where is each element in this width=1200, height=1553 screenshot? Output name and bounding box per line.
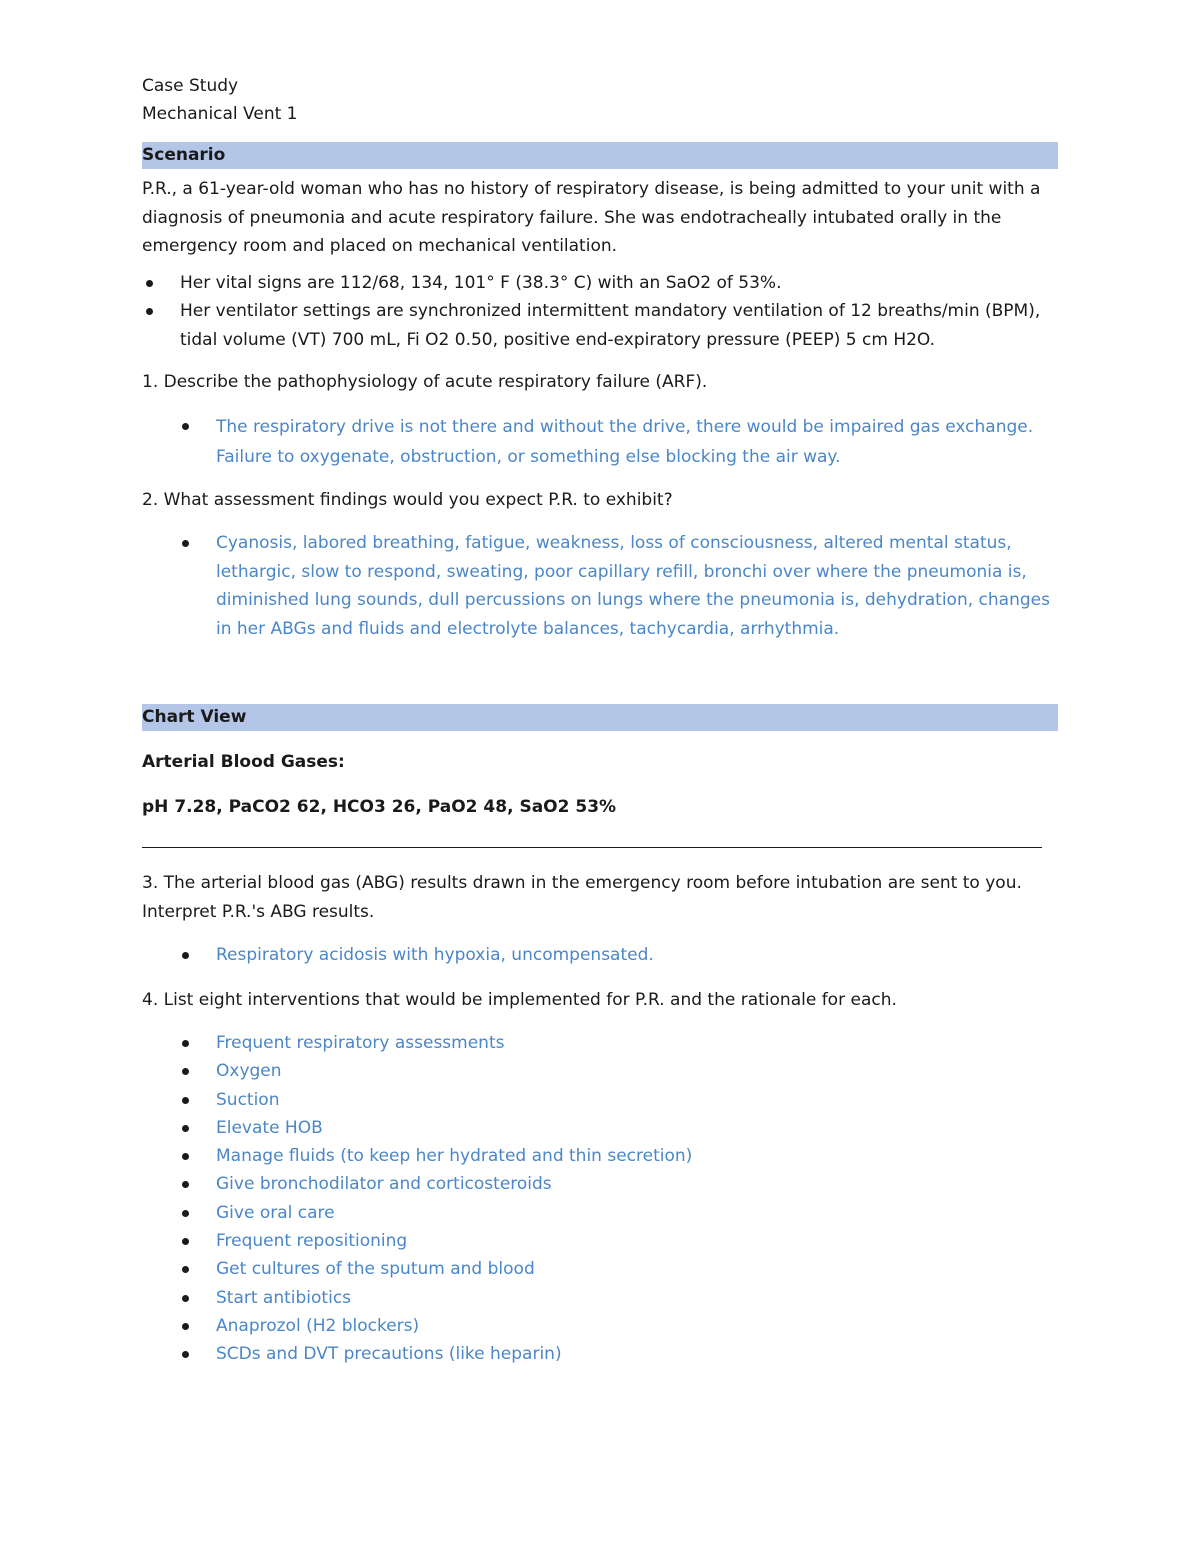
- list-item: Anaprozol (H2 blockers): [142, 1312, 1058, 1340]
- list-item: Suction: [142, 1086, 1058, 1114]
- document-subtitle: Mechanical Vent 1: [142, 104, 298, 124]
- answer-3-list: [142, 941, 1058, 970]
- question-1: 1. Describe the pathophysiology of acute respiratory failure (ARF).: [142, 372, 708, 392]
- list-item: SCDs and DVT precautions (like heparin): [142, 1340, 1058, 1368]
- list-item: Oxygen: [142, 1057, 1058, 1085]
- list-item: Respiratory acidosis with hypoxia, uncompensated.: [142, 941, 1058, 970]
- list-item: Cyanosis, labored breathing, fatigue, weakness, loss of consciousness, altered mental status, lethargic, slow to respond, sweating, poor capillary refill, bronchi over where the pneumonia is, diminished lung sounds, dull percussions on lungs where the pneumonia is, dehydration, changes in her ABGs and fluids and electrolyte balances, tachycardia, arrhythmia.: [142, 529, 1058, 643]
- question-2: 2. What assessment findings would you expect P.R. to exhibit?: [142, 489, 673, 510]
- question-4: 4. List eight interventions that would be implemented for P.R. and the rationale for each.: [142, 989, 897, 1010]
- abg-values: pH 7.28, PaCO2 62, HCO3 26, PaO2 48, SaO2 53%: [142, 797, 617, 817]
- list-item: The respiratory drive is not there and without the drive, there would be impaired gas exchange. Failure to oxygenate, obstruction, or something else blocking the air way.: [142, 412, 1058, 472]
- scenario-bullets: [142, 269, 1058, 355]
- answer-4-list: [142, 1029, 1058, 1369]
- answer-1-list: [142, 412, 1058, 472]
- answer-2-list: [142, 529, 1058, 643]
- list-item: Give bronchodilator and corticosteroids: [142, 1170, 1058, 1198]
- list-item: Get cultures of the sputum and blood: [142, 1255, 1058, 1283]
- list-item: Elevate HOB: [142, 1114, 1058, 1142]
- list-item: Give oral care: [142, 1199, 1058, 1227]
- list-item: Start antibiotics: [142, 1284, 1058, 1312]
- list-item: Frequent repositioning: [142, 1227, 1058, 1255]
- list-item: Frequent respiratory assessments: [142, 1029, 1058, 1057]
- list-item: Her vital signs are 112/68, 134, 101° F (38.3° C) with an SaO2 of 53%.: [142, 269, 1058, 298]
- document-page: [142, 72, 1058, 1369]
- list-item: Manage fluids (to keep her hydrated and thin secretion): [142, 1142, 1058, 1170]
- document-title: Case Study: [142, 76, 239, 96]
- scenario-intro: P.R., a 61-year-old woman who has no history of respiratory disease, is being admitted to your unit with a diagnosis of pneumonia and acute respiratory failure. She was endotracheally intubated orally in the emergency room and placed on mechanical ventilation.: [142, 179, 1041, 256]
- scenario-heading: Scenario: [142, 142, 1058, 169]
- list-item: Her ventilator settings are synchronized intermittent mandatory ventilation of 12 breaths/min (BPM), tidal volume (VT) 700 mL, Fi O2 0.50, positive end-expiratory pressure (PEEP) 5 cm H2O.: [142, 297, 1058, 354]
- chart-view-heading: Chart View: [142, 704, 1058, 731]
- abg-label: Arterial Blood Gases:: [142, 752, 345, 772]
- question-3: 3. The arterial blood gas (ABG) results drawn in the emergency room before intubation are sent to you. Interpret P.R.'s ABG results.: [142, 873, 1022, 922]
